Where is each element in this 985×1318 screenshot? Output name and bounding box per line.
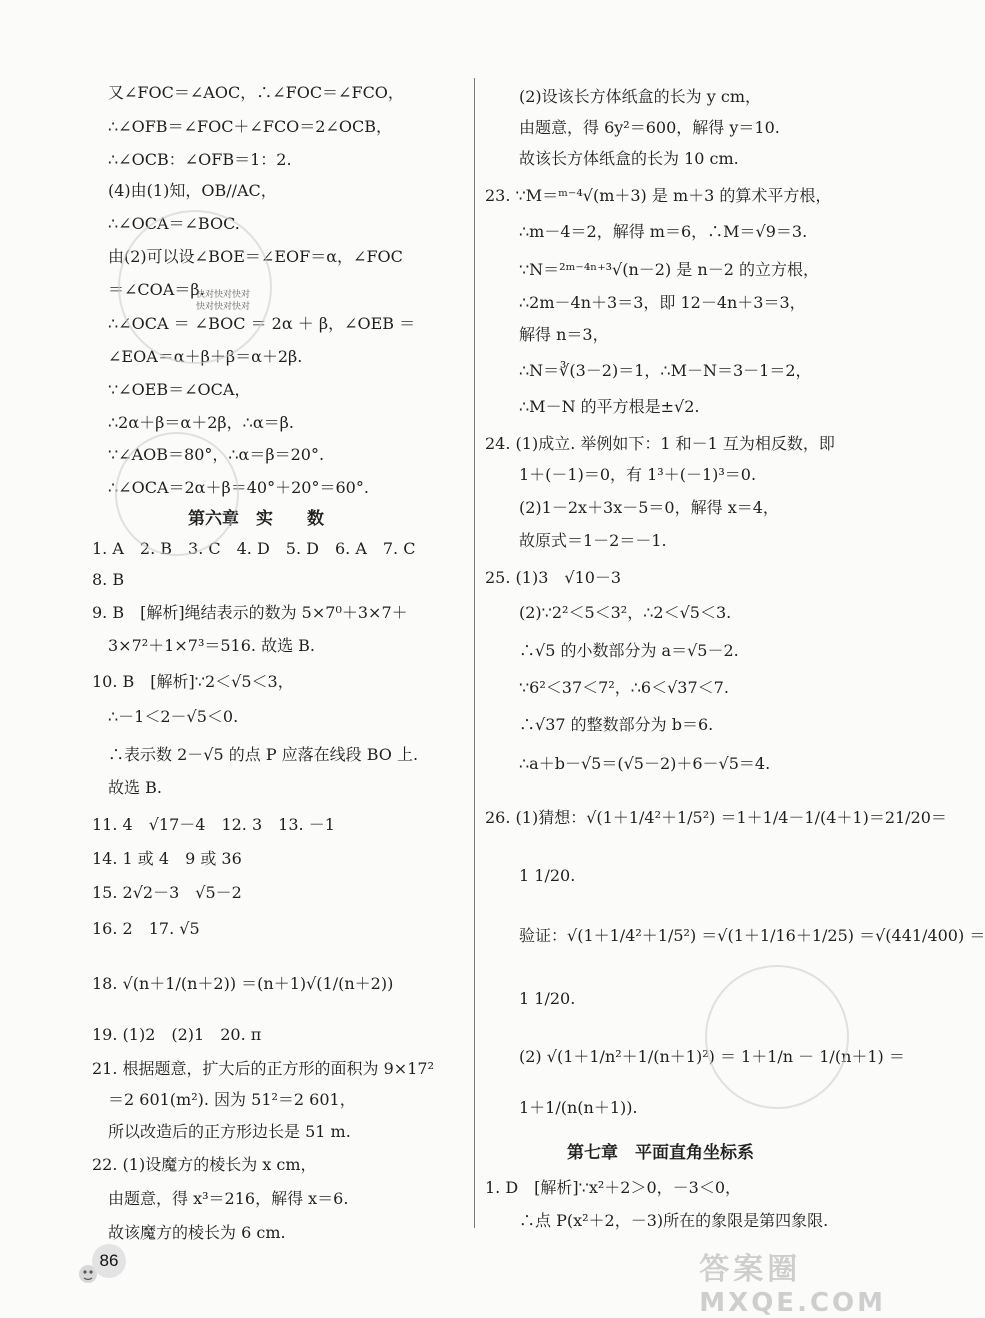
text-line: ∴√37 的整数部分为 b＝6. [519,715,714,734]
text-line: 23. ∵M＝ᵐ⁻⁴√(m＋3) 是 m＋3 的算术平方根， [485,186,832,205]
text-line: 10. B [解析]∵2＜√5＜3， [92,672,294,691]
text-line: ∴表示数 2－√5 的点 P 应落在线段 BO 上. [108,745,419,764]
text-line: (2)∵2²＜5＜3²，∴2＜√5＜3. [519,603,732,622]
text-line: 故原式＝1－2＝－1. [519,531,667,550]
text-line: ∴N＝∛(3－2)＝1，∴M－N＝3－1＝2， [519,361,812,380]
text-line: 由题意，得 x³＝216，解得 x＝6. [108,1189,349,1208]
text-line: 19. (1)2 (2)1 20. π [92,1025,262,1044]
text-line: (2)设该长方体纸盒的长为 y cm， [519,87,762,106]
text-line: 24. (1)成立. 举例如下：1 和－1 互为相反数，即 [485,434,835,453]
text-line: 11. 4 √17－4 12. 3 13. －1 [92,815,335,834]
text-line: ∴－1＜2－√5＜0. [108,707,239,726]
text-line: ∴点 P(x²＋2，－3)所在的象限是第四象限. [519,1211,829,1230]
text-line: ∴∠OCA＝∠BOC. [108,214,240,233]
text-line: ＝2 601(m²). 因为 51²＝2 601， [108,1090,356,1109]
text-line: 8. B [92,570,125,589]
text-line: 所以改造后的正方形边长是 51 m. [108,1122,351,1141]
text-line: 26. (1)猜想：√(1＋1/4²＋1/5²) ＝1＋1/4－1/(4＋1)＝21/20＝ [485,808,947,827]
text-line: ＝∠COA＝β. [108,280,205,299]
text-line: ∵N＝²ᵐ⁻⁴ⁿ⁺³√(n－2) 是 n－2 的立方根， [519,260,819,279]
text-line: (2) √(1＋1/n²＋1/(n＋1)²) ＝ 1＋1/n － 1/(n＋1) ＝ [519,1047,905,1066]
text-line: ∴∠OCA ＝ ∠BOC ＝ 2α ＋ β，∠OEB ＝ [108,314,416,333]
text-line: ∴2m－4n＋3＝3，即 12－4n＋3＝3， [519,293,806,312]
text-line: 15. 2√2－3 √5－2 [92,883,242,902]
text-line: 1 1/20. [519,866,576,885]
text-line: ∴√5 的小数部分为 a＝√5－2. [519,641,739,660]
text-line: 1. D [解析]∵x²＋2＞0，－3＜0， [485,1178,742,1197]
text-line: ∴a＋b－√5＝(√5－2)＋6－√5＝4. [519,754,771,773]
text-line: ∴∠OFB＝∠FOC＋∠FCO＝2∠OCB， [108,117,393,136]
text-line: 25. (1)3 √10－3 [485,568,622,587]
text-line: (4)由(1)知，OB//AC， [108,181,277,200]
text-line: ∵∠OEB＝∠OCA， [108,380,251,399]
text-line: 故选 B. [108,778,162,797]
text-line: 由(2)可以设∠BOE＝∠EOF＝α，∠FOC [108,247,403,266]
text-line: 故该长方体纸盒的长为 10 cm. [519,149,739,168]
text-line: ∴M－N 的平方根是±√2. [519,397,700,416]
text-line: ∴2α＋β＝α＋2β，∴α＝β. [108,413,294,432]
text-line: 16. 2 17. √5 [92,919,200,938]
text-line: 14. 1 或 4 9 或 36 [92,849,242,868]
stamp-text: 快对快对快对 [196,290,251,300]
stamp-graphic [115,432,239,556]
text-line: 9. B [解析]绳结表示的数为 5×7⁰＋3×7＋ [92,603,408,622]
text-line: 1＋1/(n(n＋1)). [519,1098,638,1117]
stamp-text: 快对快对快对 [196,302,251,312]
text-line: 22. (1)设魔方的棱长为 x cm， [92,1155,317,1174]
watermark-cn: 答案圈 [699,1252,802,1287]
text-line: ∴∠OCB：∠OFB＝1：2. [108,150,292,169]
text-line: ∵∠AOB＝80°，∴α＝β＝20°. [108,445,325,464]
text-line: 验证：√(1＋1/4²＋1/5²) ＝√(1＋1/16＋1/25) ＝√(441/400) ＝ [519,926,985,945]
text-line: ∴m－4＝2，解得 m＝6，∴M＝√9＝3. [519,222,808,241]
text-line: 由题意，得 6y²＝600，解得 y＝10. [519,118,780,137]
text-line: 解得 n＝3， [519,325,609,344]
text-line: 18. √(n＋1/(n＋2)) ＝(n＋1)√(1/(n＋2)) [92,974,394,993]
text-line: 1＋(－1)＝0，有 1³＋(－1)³＝0. [519,465,757,484]
chapter-heading: 第六章 实 数 [188,509,324,529]
stamp-graphic [705,965,849,1109]
text-line: 21. 根据题意，扩大后的正方形的面积为 9×17² [92,1059,434,1078]
column-divider [474,78,475,1228]
text-line: (2)1－2x＋3x－5＝0，解得 x＝4， [519,498,779,517]
page-number: 86 [92,1244,126,1278]
text-line: 故该魔方的棱长为 6 cm. [108,1223,286,1242]
text-line: ∵6²＜37＜7²，∴6＜√37＜7. [519,678,729,697]
site-watermark [699,1244,886,1318]
text-line: ∠EOA＝α＋β＋β＝α＋2β. [108,347,303,366]
watermark-en: MXQE.COM [699,1288,886,1318]
text-line: 又∠FOC＝∠AOC，∴∠FOC＝∠FCO， [108,83,404,102]
text-line: 1. A 2. B 3. C 4. D 5. D 6. A 7. C [92,539,416,558]
text-line: 3×7²＋1×7³＝516. 故选 B. [108,636,316,655]
stamp-graphic [118,210,272,364]
text-line: ∴∠OCA＝2α＋β＝40°＋20°＝60°. [108,478,369,497]
chapter-heading: 第七章 平面直角坐标系 [567,1143,754,1163]
text-line: 1 1/20. [519,989,576,1008]
